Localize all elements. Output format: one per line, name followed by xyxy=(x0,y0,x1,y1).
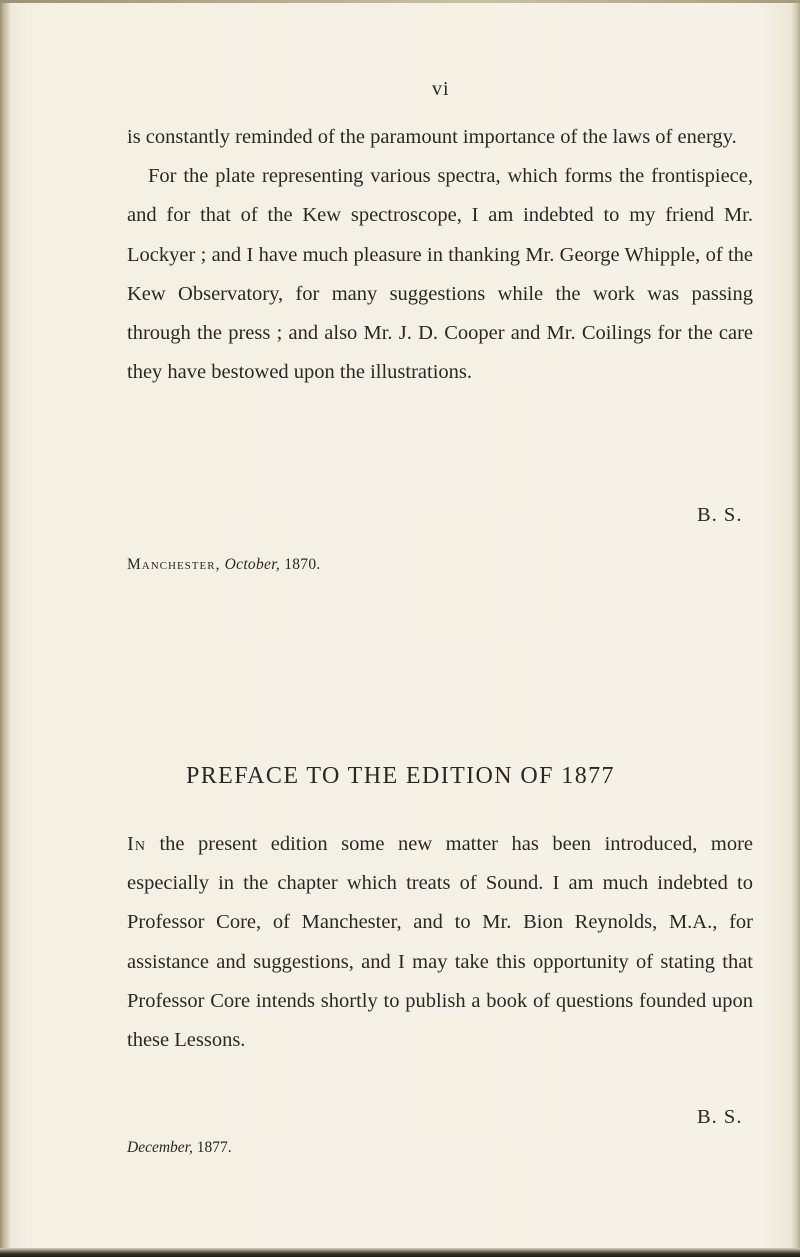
section-heading: PREFACE TO THE EDITION OF 1877 xyxy=(186,763,615,789)
signature-initials: B. S. xyxy=(697,1106,743,1128)
first-word: In xyxy=(127,833,146,855)
month: October, xyxy=(224,556,280,573)
year: 1877. xyxy=(196,1139,232,1156)
date-line xyxy=(127,1139,232,1157)
place: Manchester, xyxy=(127,556,221,573)
page-gutter-shadow xyxy=(0,0,10,1257)
bottom-edge xyxy=(0,1248,800,1257)
month: December, xyxy=(127,1139,193,1156)
paragraph: is constantly reminded of the paramount importance of the laws of energy. xyxy=(127,126,737,148)
page-number: vi xyxy=(432,78,450,100)
year: 1870. xyxy=(284,556,321,573)
place-and-date xyxy=(127,556,321,574)
top-edge xyxy=(0,0,800,3)
paragraph xyxy=(127,825,753,1060)
page-edge-shadow xyxy=(790,0,800,1257)
paragraph-text: the present edition some new matter has been introduced, more especially in the chapter which treats of Sound. I am much indebted to Professor Core, of Manchester, and to Mr. Bion Reynolds, M.A., for assistance and suggestions, and I may take this opportunity of stating that Professor Core intends shortly to publish a book of questions founded upon these Lessons. xyxy=(127,833,753,1052)
paragraph: For the plate representing various spectra, which forms the frontispiece, and for that of the Kew spectroscope, I am indebted to my friend Mr. Lockyer ; and I have much pleasure in thanking Mr. George Whipple, of the Kew Observatory, for many suggestions while the work was passing through the press ; and also Mr. J. D. Cooper and Mr. Coilings for the care they have bestowed upon the illustrations. xyxy=(127,165,753,384)
preface-1-body xyxy=(127,118,753,392)
preface-2-body xyxy=(127,825,753,1060)
signature-initials: B. S. xyxy=(697,504,743,526)
